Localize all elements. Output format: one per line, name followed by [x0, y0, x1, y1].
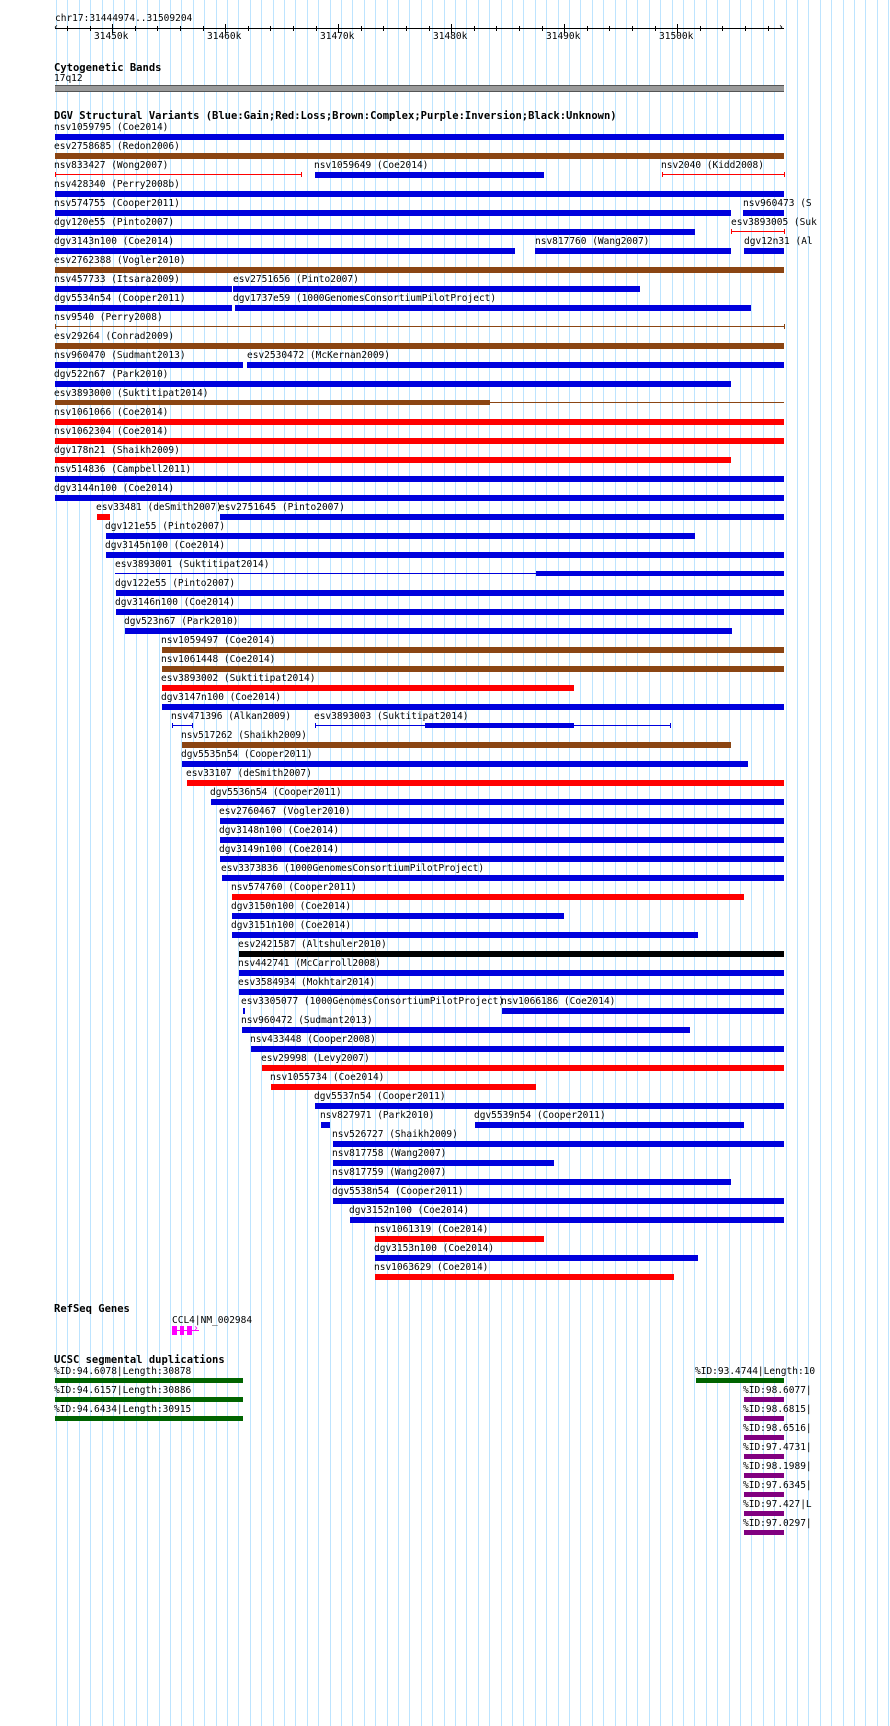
sv-feature-gain[interactable]: [535, 248, 731, 254]
sv-label: nsv1055734 (Coe2014): [270, 1072, 385, 1083]
ruler-minor-tick: [632, 26, 633, 31]
sv-label: nsv514836 (Campbell2011): [54, 464, 192, 475]
sv-label: nsv526727 (Shaikh2009): [332, 1129, 458, 1140]
segdup-label: %ID:98.6516|: [743, 1423, 812, 1434]
sv-label: nsv574755 (Cooper2011): [54, 198, 180, 209]
sv-feature-block: [536, 571, 784, 576]
sv-end-tick: [784, 229, 785, 234]
sv-feature-loss[interactable]: [731, 231, 784, 232]
sv-label: nsv1066186 (Coe2014): [501, 996, 616, 1007]
ruler-line: [55, 28, 784, 29]
sv-label: esv33481 (deSmith2007): [96, 502, 222, 513]
sv-feature-gain[interactable]: [220, 837, 784, 843]
grid-line: [649, 0, 650, 1726]
sv-label: dgv5538n54 (Cooper2011): [332, 1186, 464, 1197]
sv-feature-gain[interactable]: [239, 989, 784, 995]
grid-line: [489, 0, 490, 1726]
segdup-label: %ID:94.6078|Length:30878: [54, 1366, 192, 1377]
sv-feature-gain[interactable]: [743, 210, 784, 216]
sv-feature-gain[interactable]: [125, 628, 732, 634]
ruler-minor-tick: [496, 26, 497, 31]
sv-label: esv29264 (Conrad2009): [54, 331, 175, 342]
segdup-label: %ID:98.6077|: [743, 1385, 812, 1396]
sv-label: esv3373836 (1000GenomesConsortiumPilotProject): [221, 863, 485, 874]
sv-feature-gain[interactable]: [232, 913, 564, 919]
sv-label: dgv3143n100 (Coe2014): [54, 236, 175, 247]
sv-end-tick: [55, 324, 56, 329]
sv-label: esv2760467 (Vogler2010): [219, 806, 351, 817]
sv-label: nsv471396 (Alkan2009): [171, 711, 292, 722]
sv-label: dgv3144n100 (Coe2014): [54, 483, 175, 494]
segdup-feature[interactable]: [55, 1416, 243, 1421]
sv-label: dgv3145n100 (Coe2014): [105, 540, 226, 551]
sv-feature-gain[interactable]: [55, 495, 784, 501]
sv-feature-gain[interactable]: [315, 1103, 784, 1109]
sv-feature-loss[interactable]: [375, 1236, 544, 1242]
grid-line: [637, 0, 638, 1726]
sv-feature-gain[interactable]: [243, 1008, 245, 1014]
segdup-feature[interactable]: [744, 1530, 784, 1535]
sv-label: esv33107 (deSmith2007): [186, 768, 312, 779]
sv-end-tick: [662, 172, 663, 177]
ruler-minor-tick: [248, 26, 249, 31]
sv-feature-gain[interactable]: [55, 305, 232, 311]
sv-feature-gain[interactable]: [55, 362, 243, 368]
sv-feature-gain[interactable]: [239, 970, 784, 976]
sv-feature-gain[interactable]: [172, 725, 192, 726]
grid-line: [569, 0, 570, 1726]
sv-feature-gain[interactable]: [116, 609, 784, 615]
sv-feature-gain[interactable]: [350, 1217, 784, 1223]
sv-label: esv3305077 (1000GenomesConsortiumPilotProject): [241, 996, 505, 1007]
sv-label: esv3893001 (Suktitipat2014): [115, 559, 270, 570]
sv-label: nsv457733 (Itsara2009): [54, 274, 180, 285]
grid-line: [865, 0, 866, 1726]
sv-label: dgv5539n54 (Cooper2011): [474, 1110, 606, 1121]
sv-label: dgv5536n54 (Cooper2011): [210, 787, 342, 798]
ruler-minor-tick: [609, 26, 610, 31]
sv-label: esv29998 (Levy2007): [261, 1053, 370, 1064]
sv-label: dgv3151n100 (Coe2014): [231, 920, 352, 931]
ruler-minor-tick: [338, 26, 339, 31]
sv-label: esv2758685 (Redon2006): [54, 141, 180, 152]
sv-label: esv3893003 (Suktitipat2014): [314, 711, 469, 722]
ruler-minor-tick: [564, 26, 565, 31]
grid-line: [740, 0, 741, 1726]
sv-label: dgv3146n100 (Coe2014): [115, 597, 236, 608]
sv-feature-gain[interactable]: [106, 552, 784, 558]
sv-feature-gain[interactable]: [55, 248, 515, 254]
sv-label: dgv3147n100 (Coe2014): [161, 692, 282, 703]
sv-label: dgv120e55 (Pinto2007): [54, 217, 175, 228]
sv-feature-complex[interactable]: [162, 666, 784, 672]
sv-feature-gain[interactable]: [502, 1008, 784, 1014]
grid-line: [523, 0, 524, 1726]
sv-label: dgv5535n54 (Cooper2011): [181, 749, 313, 760]
segdup-label: %ID:97.427|L: [743, 1499, 812, 1510]
sv-label: dgv3149n100 (Coe2014): [219, 844, 340, 855]
grid-line: [660, 0, 661, 1726]
ruler-minor-tick: [203, 26, 204, 31]
sv-label: nsv433448 (Cooper2008): [250, 1034, 376, 1045]
gene-label: CCL4|NM_002984: [172, 1315, 253, 1326]
sv-label: nsv960473 (S: [743, 198, 812, 209]
sv-feature-gain[interactable]: [162, 704, 784, 710]
segdup-label: %ID:97.0297|: [743, 1518, 812, 1529]
sv-feature-complex[interactable]: [55, 326, 784, 327]
ruler-minor-tick: [270, 26, 271, 31]
ruler-minor-tick: [451, 26, 452, 31]
sv-end-tick: [315, 723, 316, 728]
ruler-minor-tick: [293, 26, 294, 31]
segdup-label: %ID:97.4731|: [743, 1442, 812, 1453]
ruler-minor-tick: [180, 26, 181, 31]
grid-line: [512, 0, 513, 1726]
sv-feature-gain[interactable]: [333, 1160, 554, 1166]
sv-end-tick: [784, 172, 785, 177]
sv-label: esv2530472 (McKernan2009): [247, 350, 390, 361]
ruler-minor-tick: [406, 26, 407, 31]
sv-label: dgv1737e59 (1000GenomesConsortiumPilotProject): [233, 293, 497, 304]
sv-label: esv3893002 (Suktitipat2014): [161, 673, 316, 684]
ruler-minor-tick: [474, 26, 475, 31]
sv-feature-block: [425, 723, 574, 728]
sv-label: dgv523n67 (Park2010): [124, 616, 239, 627]
segdup-feature[interactable]: [744, 1416, 784, 1421]
sv-label: dgv5534n54 (Cooper2011): [54, 293, 186, 304]
sv-label: esv2421587 (Altshuler2010): [238, 939, 387, 950]
sv-end-tick: [731, 229, 732, 234]
sv-feature-loss[interactable]: [662, 174, 784, 175]
sv-label: dgv3150n100 (Coe2014): [231, 901, 352, 912]
sv-label: dgv3153n100 (Coe2014): [374, 1243, 495, 1254]
cytoband-track-title: Cytogenetic Bands: [54, 62, 162, 74]
ruler-minor-tick: [67, 26, 68, 31]
sv-label: dgv5537n54 (Cooper2011): [314, 1091, 446, 1102]
grid-line: [888, 0, 889, 1726]
sv-feature-complex[interactable]: [55, 400, 490, 405]
segdup-label: %ID:98.6815|: [743, 1404, 812, 1415]
segdup-label: %ID:93.4744|Length:10: [695, 1366, 816, 1377]
sv-feature-gain[interactable]: [55, 229, 695, 235]
refseq-track-title: RefSeq Genes: [54, 1303, 130, 1315]
sv-label: nsv517262 (Shaikh2009): [181, 730, 307, 741]
sv-feature-gain[interactable]: [106, 533, 695, 539]
grid-line: [729, 0, 730, 1726]
sv-feature-gain[interactable]: [242, 1027, 690, 1033]
sv-label: nsv428340 (Perry2008b): [54, 179, 180, 190]
sv-feature-gain[interactable]: [333, 1179, 731, 1185]
ruler-minor-tick: [90, 26, 91, 31]
sv-feature-gain[interactable]: [315, 172, 544, 178]
grid-line: [626, 0, 627, 1726]
sv-label: dgv178n21 (Shaikh2009): [54, 445, 180, 456]
sv-label: nsv960472 (Sudmant2013): [241, 1015, 373, 1026]
segdup-label: %ID:94.6434|Length:30915: [54, 1404, 192, 1415]
sv-label: esv2762388 (Vogler2010): [54, 255, 186, 266]
sv-feature-gain[interactable]: [220, 514, 784, 520]
sv-label: nsv817760 (Wang2007): [535, 236, 650, 247]
ruler-minor-tick: [542, 26, 543, 31]
sv-feature-complex[interactable]: [162, 647, 784, 653]
sv-label: nsv1061066 (Coe2014): [54, 407, 169, 418]
sv-feature-complex[interactable]: [182, 742, 731, 748]
grid-line: [216, 0, 217, 1726]
sv-label: nsv574760 (Cooper2011): [231, 882, 357, 893]
sv-end-tick: [192, 723, 193, 728]
sv-feature-complex[interactable]: [55, 153, 784, 159]
grid-line: [615, 0, 616, 1726]
segdup-feature[interactable]: [744, 1473, 784, 1478]
grid-line: [694, 0, 695, 1726]
grid-line: [672, 0, 673, 1726]
segdup-label: %ID:97.6345|: [743, 1480, 812, 1491]
sv-label: dgv3152n100 (Coe2014): [349, 1205, 470, 1216]
sv-feature-gain[interactable]: [211, 799, 784, 805]
dgv-track-title: DGV Structural Variants (Blue:Gain;Red:Loss;Brown:Complex;Purple:Inversion;Black:Unknown): [54, 110, 617, 122]
ruler-arrow-left-icon: ‹: [54, 22, 58, 33]
grid-line: [831, 0, 832, 1726]
grid-line: [580, 0, 581, 1726]
sv-label: dgv522n67 (Park2010): [54, 369, 169, 380]
sv-feature-gain[interactable]: [235, 305, 751, 311]
sv-feature-gain[interactable]: [744, 248, 784, 254]
sv-feature-gain[interactable]: [321, 1122, 330, 1128]
sv-feature-loss[interactable]: [55, 438, 784, 444]
grid-line: [535, 0, 536, 1726]
sv-label: esv3893000 (Suktitipat2014): [54, 388, 209, 399]
sv-feature-gain[interactable]: [115, 573, 536, 574]
ruler-tick-label: 31470k: [320, 31, 355, 42]
segdup-feature[interactable]: [744, 1511, 784, 1516]
ruler-minor-tick: [768, 26, 769, 31]
grid-line: [501, 0, 502, 1726]
sv-end-tick: [301, 172, 302, 177]
sv-feature-gain[interactable]: [55, 286, 232, 292]
segdup-feature[interactable]: [744, 1397, 784, 1402]
sv-feature-loss[interactable]: [271, 1084, 536, 1090]
grid-line: [592, 0, 593, 1726]
sv-label: nsv1061448 (Coe2014): [161, 654, 276, 665]
sv-feature-complex[interactable]: [55, 267, 784, 273]
sv-label: nsv9540 (Perry2008): [54, 312, 163, 323]
segdup-feature[interactable]: [55, 1397, 243, 1402]
segdup-feature[interactable]: [744, 1454, 784, 1459]
sv-feature-unknown[interactable]: [239, 951, 784, 957]
sv-feature-gain[interactable]: [251, 1046, 784, 1052]
grid-line: [717, 0, 718, 1726]
ruler-minor-tick: [745, 26, 746, 31]
sv-label: dgv12n31 (Al: [744, 236, 813, 247]
grid-line: [558, 0, 559, 1726]
ruler-tick-label: 31450k: [94, 31, 129, 42]
sv-label: dgv122e55 (Pinto2007): [115, 578, 236, 589]
sv-feature-gain[interactable]: [182, 761, 748, 767]
sv-feature-gain[interactable]: [55, 134, 784, 140]
ruler-minor-tick: [677, 26, 678, 31]
ruler-minor-tick: [655, 26, 656, 31]
sv-label: esv2751645 (Pinto2007): [219, 502, 345, 513]
sv-label: nsv833427 (Wong2007): [54, 160, 169, 171]
ruler-minor-tick: [135, 26, 136, 31]
sv-end-tick: [784, 324, 785, 329]
sv-feature-gain[interactable]: [116, 590, 784, 596]
segdup-feature[interactable]: [55, 1378, 243, 1383]
sv-feature-gain[interactable]: [55, 476, 784, 482]
ruler-minor-tick: [225, 26, 226, 31]
sv-label: nsv960470 (Sudmant2013): [54, 350, 186, 361]
segdup-feature[interactable]: [744, 1435, 784, 1440]
sv-feature-gain[interactable]: [232, 932, 698, 938]
sv-label: nsv817759 (Wang2007): [332, 1167, 447, 1178]
sv-label: nsv817758 (Wang2007): [332, 1148, 447, 1159]
sv-label: esv3893005 (Suk: [731, 217, 817, 228]
sv-feature-gain[interactable]: [220, 818, 784, 824]
sv-label: nsv1063629 (Coe2014): [374, 1262, 489, 1273]
sv-label: dgv3148n100 (Coe2014): [219, 825, 340, 836]
sv-feature-gain[interactable]: [233, 286, 640, 292]
sv-feature-gain[interactable]: [333, 1141, 784, 1147]
ruler-minor-tick: [361, 26, 362, 31]
gene-ccl4-glyph[interactable]: [172, 1323, 202, 1336]
ruler-minor-tick: [316, 26, 317, 31]
ruler-tick-label: 31480k: [433, 31, 468, 42]
sv-feature-loss[interactable]: [232, 894, 744, 900]
sv-feature-loss[interactable]: [55, 419, 784, 425]
ruler-minor-tick: [722, 26, 723, 31]
sv-label: nsv442741 (McCarroll2008): [238, 958, 381, 969]
sv-feature-loss[interactable]: [375, 1274, 674, 1280]
sv-feature-gain[interactable]: [333, 1198, 784, 1204]
grid-line: [706, 0, 707, 1726]
grid-line: [193, 0, 194, 1726]
grid-line: [546, 0, 547, 1726]
sv-label: nsv1061319 (Coe2014): [374, 1224, 489, 1235]
sv-label: nsv1059497 (Coe2014): [161, 635, 276, 646]
sv-feature-gain[interactable]: [220, 856, 784, 862]
ruler-tick-label: 31490k: [546, 31, 581, 42]
sv-feature-gain[interactable]: [55, 381, 731, 387]
ruler-minor-tick: [157, 26, 158, 31]
sv-feature-gain[interactable]: [247, 362, 784, 368]
sv-label: dgv121e55 (Pinto2007): [105, 521, 226, 532]
sv-feature-gain[interactable]: [55, 210, 731, 216]
sv-feature-loss[interactable]: [55, 174, 301, 175]
grid-line: [877, 0, 878, 1726]
sv-feature-gain[interactable]: [375, 1255, 698, 1261]
sv-feature-extension: [490, 402, 784, 403]
sv-label: esv3584934 (Mokhtar2014): [238, 977, 376, 988]
segdup-feature[interactable]: [744, 1492, 784, 1497]
sv-feature-gain[interactable]: [475, 1122, 744, 1128]
sv-end-tick: [172, 723, 173, 728]
grid-line: [854, 0, 855, 1726]
ruler-tick-label: 31460k: [207, 31, 242, 42]
segdup-feature[interactable]: [696, 1378, 784, 1383]
sv-feature-loss[interactable]: [55, 457, 731, 463]
sv-feature-gain[interactable]: [55, 191, 784, 197]
ruler-arrow-right-icon: ›: [779, 22, 783, 33]
gene-strand-arrow-icon: ›: [194, 1323, 198, 1334]
sv-label: nsv2040 (Kidd2008): [661, 160, 764, 171]
ruler-minor-tick: [700, 26, 701, 31]
grid-line: [204, 0, 205, 1726]
grid-line: [843, 0, 844, 1726]
sv-feature-loss[interactable]: [97, 514, 110, 520]
sv-end-tick: [55, 172, 56, 177]
ruler-minor-tick: [519, 26, 520, 31]
sv-feature-complex[interactable]: [55, 343, 784, 349]
ruler-minor-tick: [429, 26, 430, 31]
segdup-label: %ID:98.1989|: [743, 1461, 812, 1472]
ruler-tick-label: 31500k: [659, 31, 694, 42]
sv-label: nsv827971 (Park2010): [320, 1110, 435, 1121]
ruler-minor-tick: [383, 26, 384, 31]
sv-feature-loss[interactable]: [162, 685, 574, 691]
grid-line: [683, 0, 684, 1726]
sv-label: nsv1059649 (Coe2014): [314, 160, 429, 171]
sv-label: nsv1059795 (Coe2014): [54, 122, 169, 133]
sv-end-tick: [670, 723, 671, 728]
sv-feature-loss[interactable]: [262, 1065, 784, 1071]
segdup-label: %ID:94.6157|Length:30886: [54, 1385, 192, 1396]
ruler-minor-tick: [587, 26, 588, 31]
sv-feature-gain[interactable]: [222, 875, 784, 881]
cytoband-label: 17q12: [54, 73, 83, 84]
cytoband-ideogram[interactable]: [55, 85, 784, 92]
sv-feature-loss[interactable]: [187, 780, 784, 786]
sv-label: nsv1062304 (Coe2014): [54, 426, 169, 437]
grid-line: [603, 0, 604, 1726]
locus-label: chr17:31444974..31509204: [55, 13, 193, 24]
grid-line: [820, 0, 821, 1726]
sv-label: esv2751656 (Pinto2007): [233, 274, 359, 285]
segdup-track-title: UCSC segmental duplications: [54, 1354, 225, 1366]
ruler-minor-tick: [112, 26, 113, 31]
